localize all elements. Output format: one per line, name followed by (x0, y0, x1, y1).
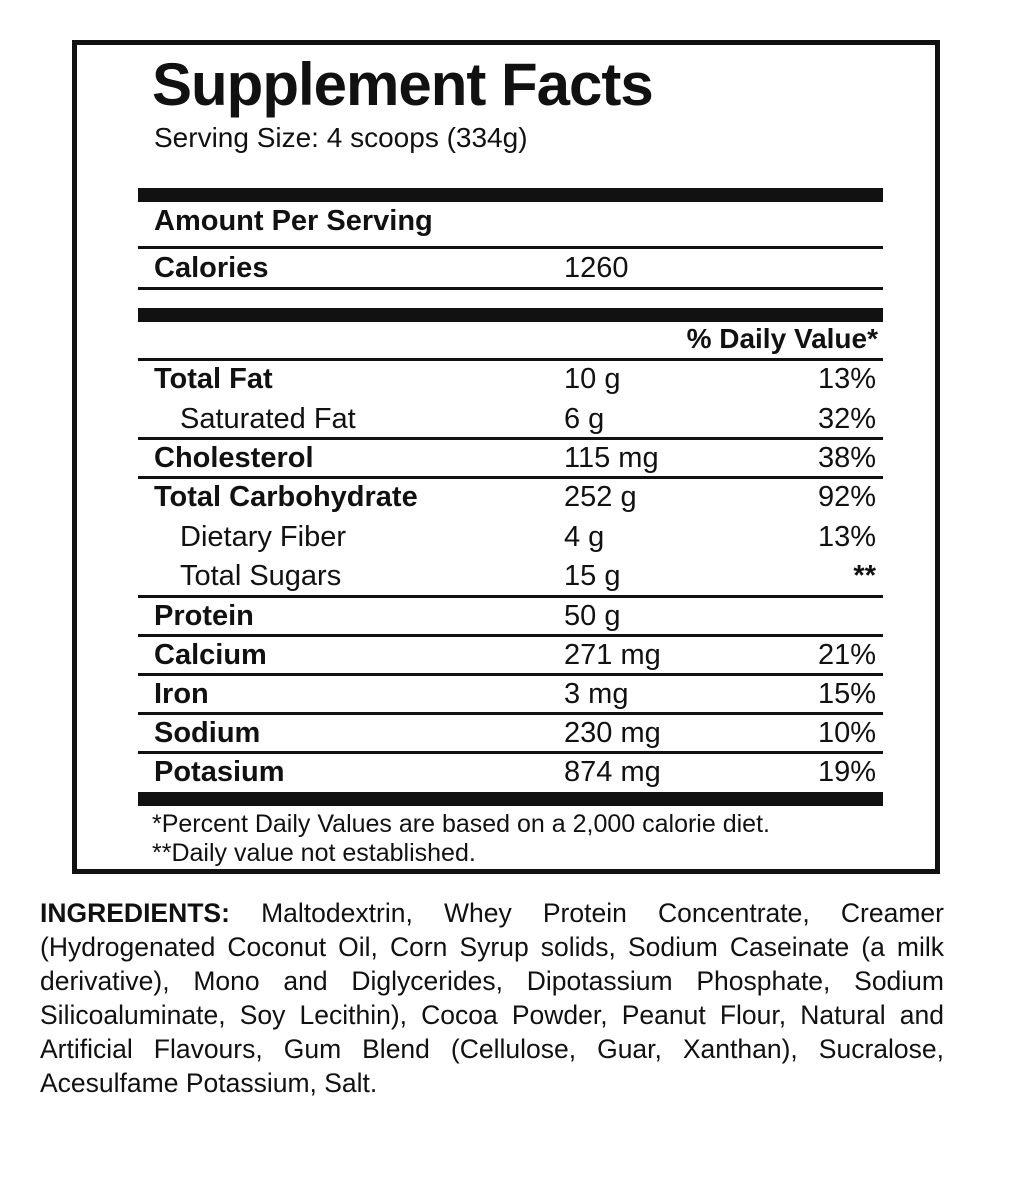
nutrient-daily-value: 21% (817, 639, 876, 671)
nutrient-daily-value: 19% (817, 756, 876, 788)
divider (138, 634, 883, 637)
nutrient-name: Total Carbohydrate (154, 481, 418, 513)
ingredients-label: INGREDIENTS: (40, 898, 230, 928)
serving-size: Serving Size: 4 scoops (334g) (154, 122, 528, 153)
amount-per-serving: Amount Per Serving (154, 205, 433, 237)
nutrient-amount: 115 mg (564, 442, 659, 474)
divider (138, 246, 883, 249)
divider (138, 437, 883, 440)
nutrient-daily-value: 10% (817, 717, 876, 749)
nutrient-daily-value: 32% (817, 403, 876, 435)
nutrient-daily-value: 92% (817, 481, 876, 513)
nutrient-amount: 271 mg (564, 639, 661, 671)
nutrient-name: Potasium (154, 756, 285, 788)
divider (138, 673, 883, 676)
thick-divider-top (138, 188, 883, 202)
nutrient-amount: 10 g (564, 363, 621, 395)
footnote-not-established: **Daily value not established. (152, 839, 476, 867)
label-title: Supplement Facts (152, 51, 653, 118)
nutrient-amount: 4 g (564, 521, 605, 553)
nutrient-name: Dietary Fiber (180, 521, 346, 553)
nutrient-daily-value: 13% (817, 363, 876, 395)
nutrient-amount: 3 mg (564, 678, 629, 710)
nutrient-name: Saturated Fat (180, 403, 356, 435)
calories-value: 1260 (564, 252, 629, 284)
nutrient-amount: 252 g (564, 481, 637, 513)
nutrient-daily-value: 15% (817, 678, 876, 710)
ingredients-text: Maltodextrin, Whey Protein Concentrate, Creamer (Hydrogenated Coconut Oil, Corn Syrup solids, Sodium Caseinate (a milk derivative), Mono and Diglycerides, Dipotassium Phosphate, Sodium Silicoaluminate, Soy Lecithin), Cocoa Powder, Peanut Flour, Natural and Artificial Flavours, Gum Blend (Cellulose, Guar, Xanthan), Sucralose, Acesulfame Potassium, Salt. (40, 898, 944, 1098)
nutrient-amount: 6 g (564, 403, 605, 435)
nutrient-daily-value: 38% (817, 442, 876, 474)
nutrient-name: Cholesterol (154, 442, 314, 474)
divider (138, 287, 883, 290)
divider (138, 712, 883, 715)
nutrient-name: Total Sugars (180, 560, 342, 592)
nutrient-daily-value: 13% (817, 521, 876, 553)
nutrient-amount: 15 g (564, 560, 621, 592)
nutrient-name: Sodium (154, 717, 261, 749)
calories-label: Calories (154, 252, 269, 284)
nutrient-daily-value: ** (853, 560, 876, 592)
divider (138, 476, 883, 479)
nutrient-amount: 50 g (564, 600, 621, 632)
divider (138, 358, 883, 361)
nutrient-amount: 230 mg (564, 717, 661, 749)
ingredients-paragraph (40, 896, 944, 1100)
nutrient-name: Protein (154, 600, 254, 632)
divider (138, 595, 883, 598)
thick-divider-bottom (138, 792, 883, 806)
daily-value-header: % Daily Value* (686, 323, 878, 354)
footnote-daily-values: *Percent Daily Values are based on a 2,000 calorie diet. (152, 810, 770, 838)
divider (138, 751, 883, 754)
nutrient-name: Total Fat (154, 363, 273, 395)
nutrient-name: Calcium (154, 639, 267, 671)
thick-divider-middle (138, 308, 883, 322)
nutrient-amount: 874 mg (564, 756, 661, 788)
nutrient-name: Iron (154, 678, 209, 710)
